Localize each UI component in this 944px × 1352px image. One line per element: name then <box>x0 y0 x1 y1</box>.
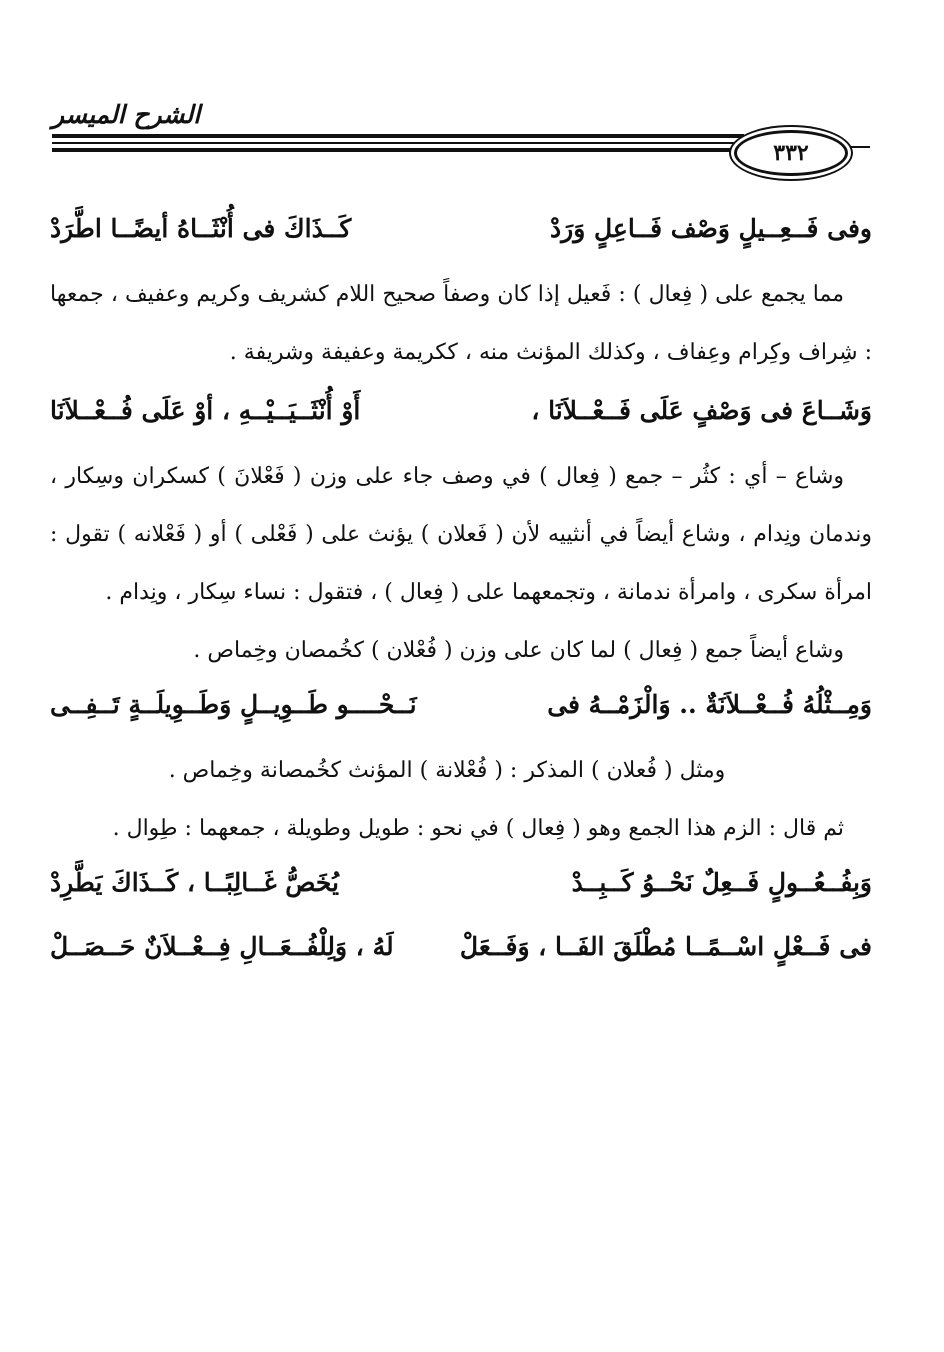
header-rule-right-stub <box>848 146 870 148</box>
verse-first-hemistich: فى فَــعْلٍ اسْــمًــا مُطْلَقَ الفَــا ، وَفَــعَلْ <box>459 932 872 961</box>
page-number-text: ٣٣٢ <box>773 140 809 166</box>
verse-first-hemistich: وَمِــثْلُهُ فُــعْــلاَنَةٌ .. وَالْزَمْــهُ فى <box>547 690 872 719</box>
verse-line <box>50 690 872 720</box>
verse-second-hemistich: نَــحْــــو طَــوِيــلٍ وَطَــوِيلَــةٍ تَــفِــى <box>50 690 417 719</box>
commentary-paragraph: وشاع أيضاً جمع ( فِعال ) لما كان على وزن ( فُعْلان ) كخُمصان وخِماص . <box>193 638 844 663</box>
header-rule-bottom <box>52 148 744 152</box>
verse-first-hemistich: وفى فَــعِــيلٍ وَصْف فَــاعِلٍ وَرَدْ <box>550 214 872 243</box>
verse-line <box>50 396 872 426</box>
verse-line <box>50 868 872 898</box>
page-number <box>734 130 848 176</box>
verse-first-hemistich: وَشَــاعَ فى وَصْفٍ عَلَى فَــعْــلاَنَا ، <box>531 396 872 425</box>
verse-line <box>50 214 872 244</box>
page-body <box>50 200 872 962</box>
commentary-paragraph: وشاع – أي : كثُر – جمع ( فِعال ) في وصف جاء على وزن ( فَعْلانَ ) كسكران وسِكار ، وندمان ونِدام ، وشاع أيضاً في أنثييه لأن ( فَعلان ) يؤنث على ( فَعْلى ) أو ( فَعْلانه ) تقول : امرأة سكرى ، وامرأة ندمانة ، وتجمعهما على ( فِعال ) ، فتقول : نساء سِكار ، ونِدام . <box>50 464 872 605</box>
page-header <box>52 98 870 178</box>
commentary-paragraph: ومثل ( فُعلان ) المذكر : ( فُعْلانة ) المؤنث كخُمصانة وخِماص . <box>168 758 726 783</box>
verse-second-hemistich: أَوْ أُنْثَــيَــيْــهِ ، أوْ عَلَى فُــعْــلاَنَا <box>50 396 361 425</box>
verse-second-hemistich: لَهُ ، وَلِلْفُــعَــالِ فِــعْــلاَنٌ حَــصَــلْ <box>50 932 394 961</box>
verse-second-hemistich: كَــذَاكَ فى أُنْثَــاهُ أيضًــا اطَّرَدْ <box>50 214 352 243</box>
commentary-paragraph: مما يجمع على ( فِعال ) : فَعيل إذا كان وصفاً صحيح اللام كشريف وكريم وعفيف ، جمعها : شِراف وكِرام وعِفاف ، وكذلك المؤنث منه ، ككريمة وعفيفة وشريفة . <box>50 282 872 365</box>
running-title: الشرح الميسر <box>52 100 201 129</box>
header-rule-top <box>52 134 744 138</box>
commentary-paragraph: ثم قال : الزم هذا الجمع وهو ( فِعال ) في نحو : طويل وطويلة ، جمعهما : طِوال . <box>112 816 844 841</box>
verse-line <box>50 932 872 962</box>
header-rule-middle <box>52 142 744 144</box>
verse-second-hemistich: يُخَصُّ غَــالِبًــا ، كَــذَاكَ يَطَّرِدْ <box>50 868 339 897</box>
verse-first-hemistich: وَبِفُــعُــولٍ فَــعِلٌ نَحْــوُ كَــبِــدْ <box>571 868 872 897</box>
